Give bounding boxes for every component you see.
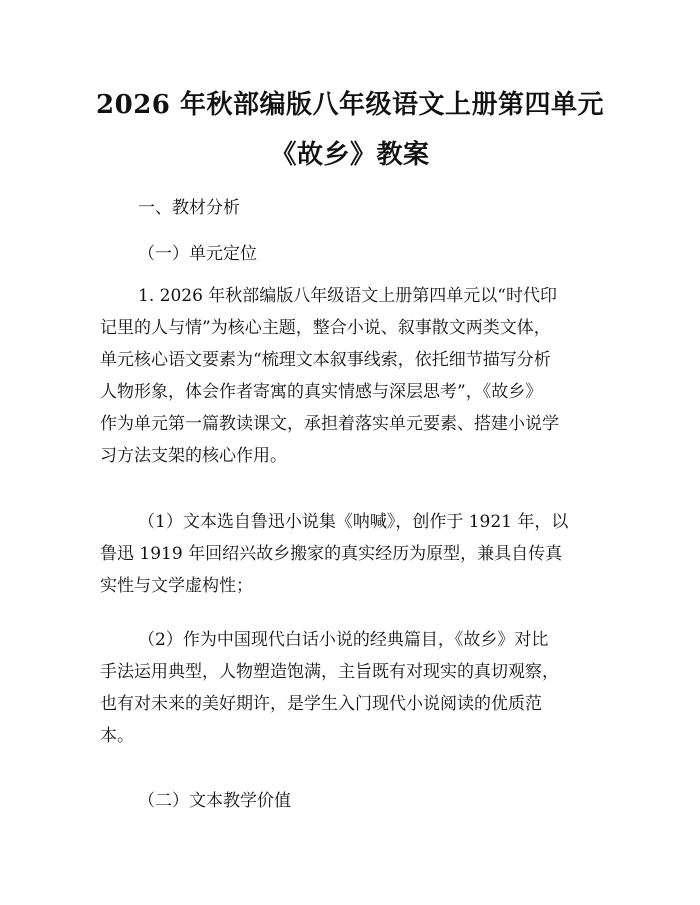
paragraph-line: 鲁迅 1919 年回绍兴故乡搬家的真实经历为原型，兼具自传真 [100, 544, 563, 564]
paragraph-line: 人物形象，体会作者寄寓的真实情感与深层思考”，《故乡》 [100, 382, 543, 402]
paragraph-line: 1. 2026 年秋部编版八年级语文上册第四单元以“时代印 [138, 286, 557, 306]
section-heading-textbook-analysis: 一、教材分析 [138, 198, 240, 218]
paragraph-line: 实性与文学虚构性； [100, 576, 253, 596]
document-title-line-1: 2026 年秋部编版八年级语文上册第四单元 [96, 90, 604, 120]
paragraph-classic-status [100, 624, 610, 752]
paragraph-line: 也有对未来的美好期许，是学生入门现代小说阅读的优质范 [100, 694, 542, 714]
paragraph-line: 作为单元第一篇教读课文，承担着落实单元要素、搭建小说学 [100, 414, 559, 434]
paragraph-line: 单元核心语文要素为“梳理文本叙事线索，依托细节描写分析 [100, 350, 551, 370]
paragraph-text-source [100, 506, 610, 602]
paragraph-unit-overview [100, 280, 610, 472]
paragraph-line: 手法运用典型，人物塑造饱满，主旨既有对现实的真切观察， [100, 662, 559, 682]
subsection-heading-teaching-value: （二）文本教学价值 [138, 791, 291, 811]
subsection-heading-unit-positioning: （一）单元定位 [138, 244, 257, 264]
paragraph-line: 记里的人与情”为核心主题，整合小说、叙事散文两类文体， [100, 318, 551, 338]
paragraph-line: （2）作为中国现代白话小说的经典篇目，《故乡》对比 [138, 630, 549, 650]
paragraph-line: 本。 [100, 726, 134, 746]
paragraph-line: 习方法支架的核心作用。 [100, 446, 287, 466]
document-title-line-2: 《故乡》教案 [270, 140, 430, 170]
paragraph-line: （1）文本选自鲁迅小说集《呐喊》，创作于 1921 年，以 [138, 512, 569, 532]
